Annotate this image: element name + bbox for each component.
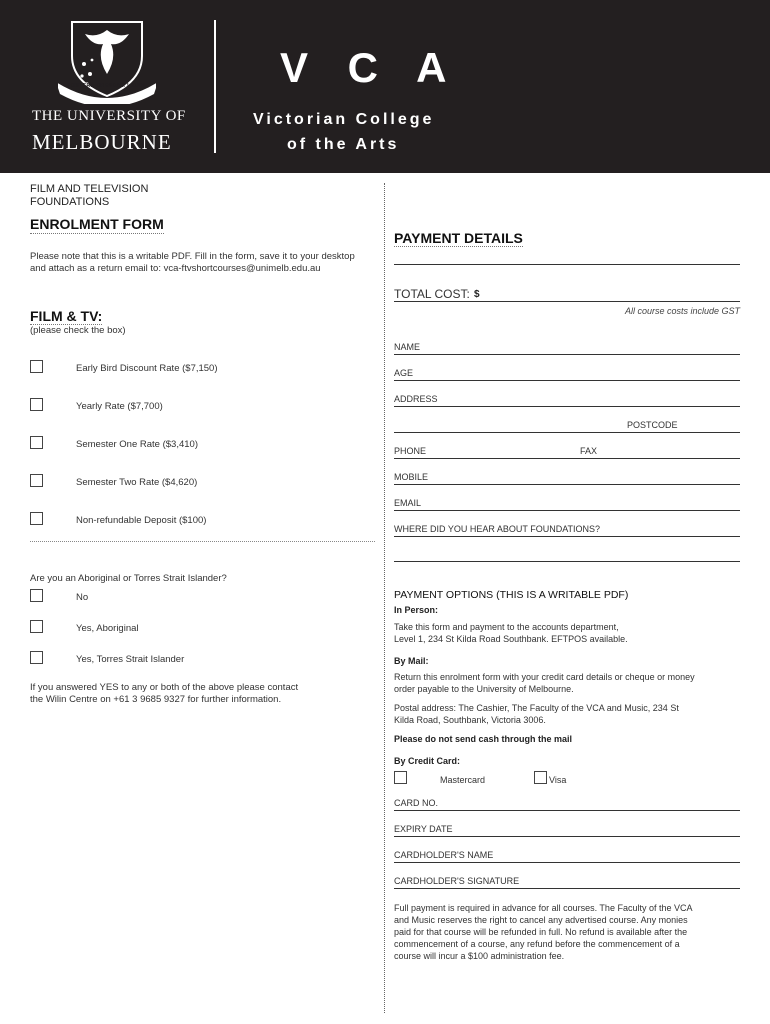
cardholder-signature-label: CARDHOLDER'S SIGNATURE [394,876,520,886]
department-line2: FOUNDATIONS [30,196,110,208]
column-divider [384,183,385,1013]
card-number-field[interactable] [394,810,740,811]
phone-fax-field[interactable] [394,458,740,459]
payment-options-heading: PAYMENT OPTIONS (THIS IS A WRITABLE PDF) [394,589,629,601]
payment-blank-line [394,264,740,265]
gst-note: All course costs include GST [624,306,740,316]
terms-line3: paid for that course will be refunded in full. No refund is available after the [394,927,688,937]
terms-line1: Full payment is required in advance for all courses. The Faculty of the VCA [394,903,693,913]
by-mail-heading: By Mail: [394,656,429,666]
address-label: ADDRESS [394,394,438,404]
total-cost-currency: $ [474,289,480,300]
cardholder-signature-field[interactable] [394,888,740,889]
hear-about-field-line2[interactable] [394,561,740,562]
film-tv-heading: FILM & TV: [30,308,103,324]
header-divider [214,20,216,153]
total-cost-label: TOTAL COST: [394,287,470,301]
age-field[interactable] [394,380,740,381]
answer-aboriginal-label: Yes, Aboriginal [76,623,139,634]
vca-subtitle-line1: Victorian College [253,111,435,128]
postal-address-line2: Kilda Road, Southbank, Victoria 3006. [394,715,546,725]
semester-one-checkbox[interactable] [30,436,43,449]
in-person-heading: In Person: [394,605,439,615]
mastercard-label: Mastercard [440,775,486,785]
no-cash-warning: Please do not send cash through the mail [394,734,573,744]
postcode-label: POSTCODE [627,420,678,430]
name-field[interactable] [394,354,740,355]
total-cost-field[interactable] [394,301,740,302]
department-line1: FILM AND TELEVISION [30,183,149,195]
hear-about-label: WHERE DID YOU HEAR ABOUT FOUNDATIONS? [394,524,601,534]
postcode-field[interactable] [394,432,740,433]
payment-details-heading: PAYMENT DETAILS [394,230,523,246]
answer-aboriginal-checkbox[interactable] [30,620,43,633]
yearly-rate-label: Yearly Rate ($7,700) [76,401,163,412]
answer-torres-label: Yes, Torres Strait Islander [76,654,185,665]
terms-line5: course will incur a $100 administration fee. [394,951,565,961]
writable-note-line2: and attach as a return email to: vca-ftvshortcourses@unimelb.edu.au [30,263,321,274]
cardholder-name-field[interactable] [394,862,740,863]
answer-torres-checkbox[interactable] [30,651,43,664]
university-name-line1: THE UNIVERSITY OF [32,108,186,124]
visa-checkbox[interactable] [534,771,547,784]
phone-label: PHONE [394,446,427,456]
in-person-line2: Level 1, 234 St Kilda Road Southbank. EFTPOS available. [394,634,628,644]
terms-line2: and Music reserves the right to cancel any advertised course. Any monies [394,915,688,925]
visa-label: Visa [549,775,567,785]
in-person-line1: Take this form and payment to the accounts department, [394,622,619,632]
yearly-rate-checkbox[interactable] [30,398,43,411]
mobile-field[interactable] [394,484,740,485]
early-bird-checkbox[interactable] [30,360,43,373]
terms-line4: commencement of a course, any refund before the commencement of a [394,939,680,949]
name-label: NAME [394,342,421,352]
age-label: AGE [394,368,414,378]
mobile-label: MOBILE [394,472,429,482]
email-field[interactable] [394,510,740,511]
semester-one-label: Semester One Rate ($3,410) [76,439,198,450]
deposit-checkbox[interactable] [30,512,43,525]
answer-no-label: No [76,592,89,603]
semester-two-label: Semester Two Rate ($4,620) [76,477,198,488]
section-separator [30,541,375,542]
cardholder-name-label: CARDHOLDER'S NAME [394,850,494,860]
writable-note-line1: Please note that this is a writable PDF. Fill in the form, save it to your desktop [30,251,355,262]
university-crest-logo [58,16,156,104]
check-box-instruction: (please check the box) [30,325,126,336]
credit-card-heading: By Credit Card: [394,756,461,766]
fax-label: FAX [580,446,598,456]
early-bird-label: Early Bird Discount Rate ($7,150) [76,363,218,374]
answer-no-checkbox[interactable] [30,589,43,602]
vca-logo-text: V C A [280,44,461,91]
deposit-label: Non-refundable Deposit ($100) [76,515,207,526]
email-label: EMAIL [394,498,422,508]
address-field[interactable] [394,406,740,407]
university-name-line2: MELBOURNE [32,130,172,154]
aboriginal-question: Are you an Aboriginal or Torres Strait Islander? [30,573,227,584]
wilin-note-line1: If you answered YES to any or both of the above please contact [30,682,299,693]
hear-about-field-line1[interactable] [394,536,740,537]
postal-address-line1: Postal address: The Cashier, The Faculty of the VCA and Music, 234 St [394,703,679,713]
by-mail-line1: Return this enrolment form with your credit card details or cheque or money [394,672,695,682]
motto-text: POSTERA CRESCAM LAUDE [67,83,147,89]
wilin-note-line2: the Wilin Centre on +61 3 9685 9327 for further information. [30,694,282,705]
card-number-label: CARD NO. [394,798,439,808]
semester-two-checkbox[interactable] [30,474,43,487]
by-mail-line2: order payable to the University of Melbourne. [394,684,574,694]
enrolment-form-title: ENROLMENT FORM [30,216,164,232]
mastercard-checkbox[interactable] [394,771,407,784]
vca-subtitle-line2: of the Arts [287,136,400,153]
expiry-field[interactable] [394,836,740,837]
expiry-label: EXPIRY DATE [394,824,453,834]
